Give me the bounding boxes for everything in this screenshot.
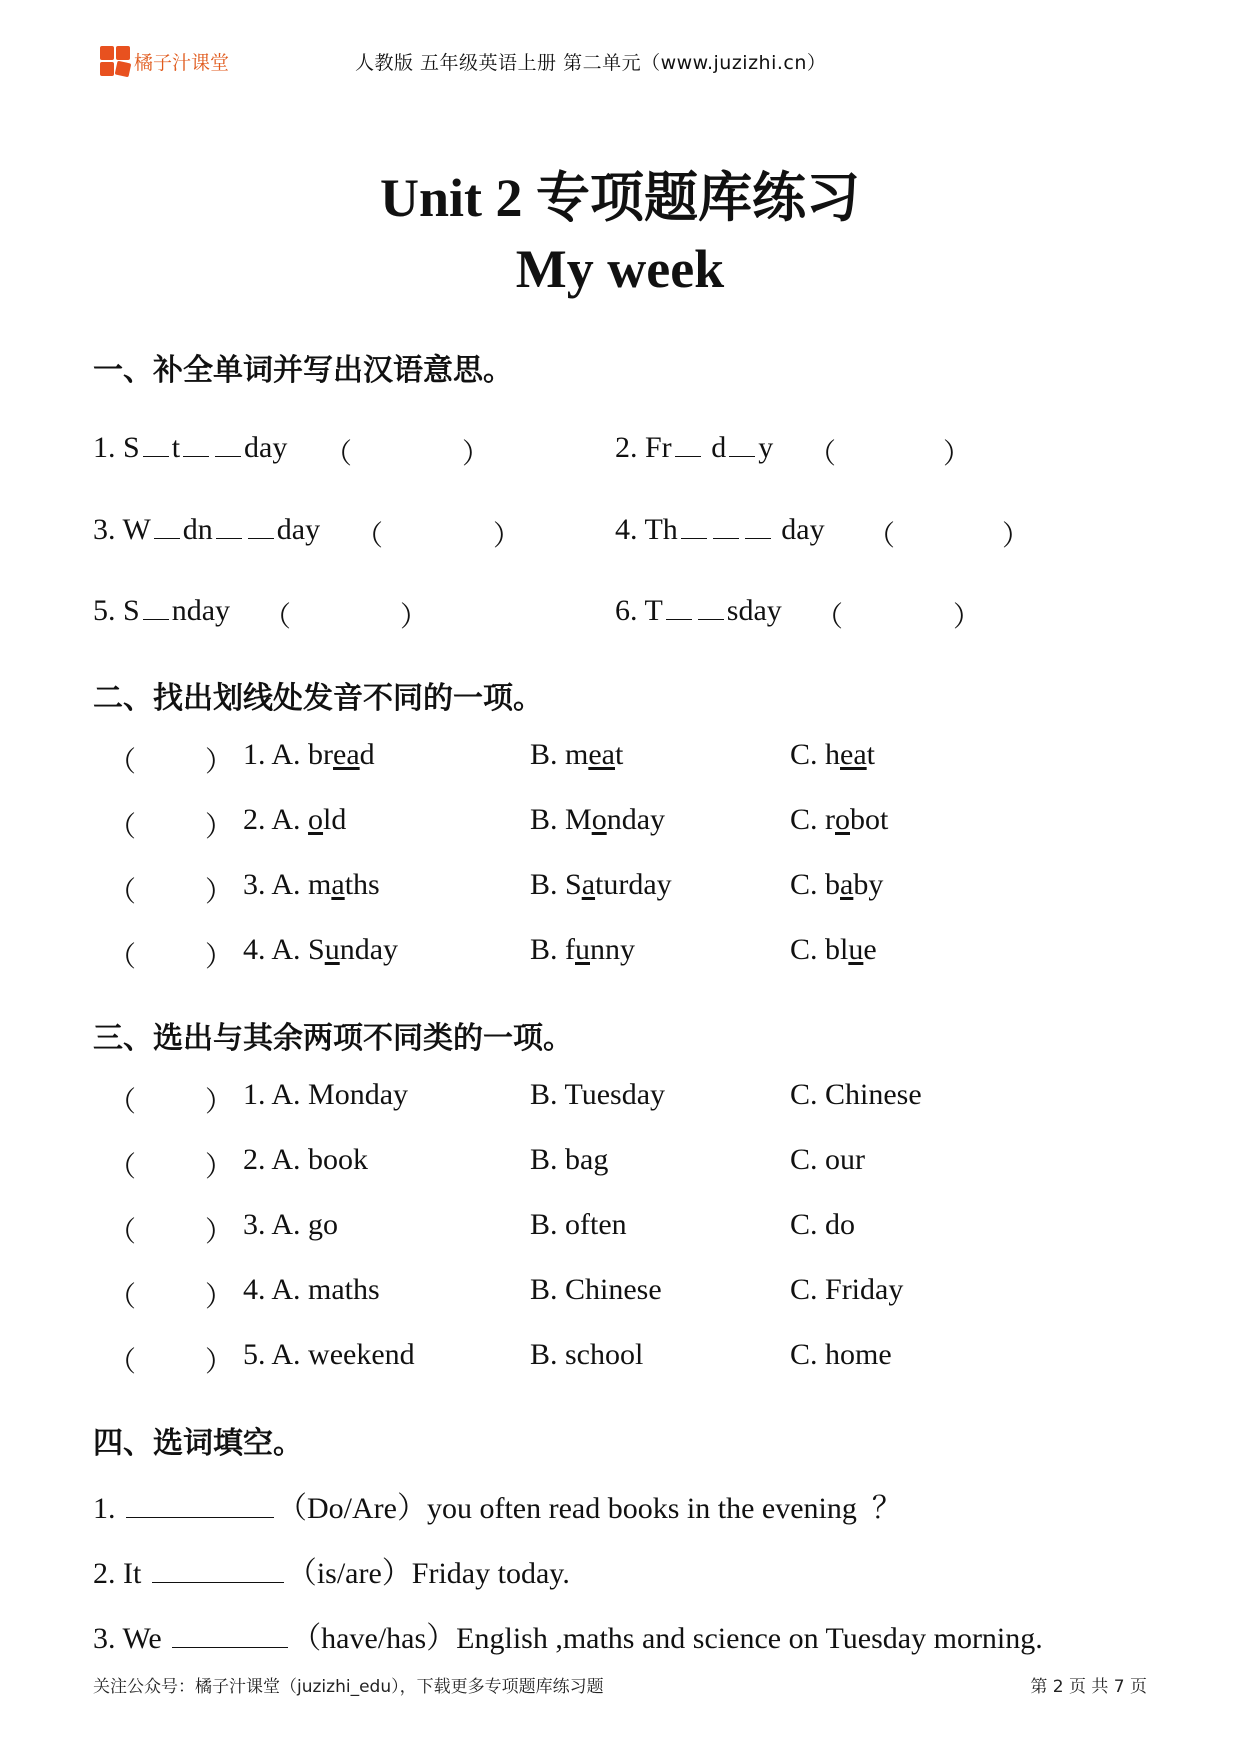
answer-blank[interactable]	[126, 1491, 274, 1518]
option-c	[790, 868, 883, 902]
text: A. Monday	[271, 1078, 409, 1111]
item-number: 1.	[243, 1078, 266, 1111]
option-b: B. Tuesday	[530, 1078, 666, 1111]
option-c: C. home	[790, 1338, 892, 1371]
option-c	[790, 933, 877, 967]
s4-item-3	[93, 1613, 1043, 1657]
underlined-letters: o	[308, 803, 324, 836]
s1-item-5	[93, 593, 230, 628]
text: 1.	[93, 1492, 116, 1525]
option-c: C. our	[790, 1143, 865, 1176]
word-part: Th	[644, 513, 678, 546]
text: A. maths	[271, 1273, 380, 1306]
letter-blank[interactable]	[681, 512, 707, 539]
item-number: 2.	[243, 803, 266, 836]
answer-paren-open: （	[108, 877, 137, 908]
text: 2. It	[93, 1557, 142, 1590]
page-subtitle: My week	[515, 239, 725, 299]
word-part: day	[781, 513, 825, 546]
option-c: C. Friday	[790, 1273, 904, 1306]
underlined-letters: a	[331, 868, 345, 901]
option-b	[530, 738, 623, 772]
letter-blank[interactable]	[666, 593, 692, 620]
underlined-letters: o	[591, 803, 607, 836]
option-b: B. bag	[530, 1143, 609, 1176]
option-b	[530, 868, 672, 902]
answer-paren-open: （	[108, 1347, 137, 1378]
answer-paren-open: （	[867, 521, 896, 552]
answer-paren-open: （	[808, 439, 837, 470]
footer-note: 关注公众号：橘子汁课堂（juzizhi_edu），下载更多专项题库练习题	[93, 1677, 604, 1697]
item-number: 5.	[93, 594, 116, 627]
item-number: 3.	[243, 1208, 266, 1241]
answer-paren-close: ）	[205, 812, 234, 843]
section-1-heading: 一、补全单词并写出汉语意思。	[93, 353, 513, 388]
option-a	[243, 1273, 380, 1307]
answer-paren-close: ）	[205, 1087, 234, 1118]
answer-paren-close: ）	[493, 521, 522, 552]
item-number: 3.	[243, 868, 266, 901]
word-part: S	[123, 431, 140, 464]
option-b: B. school	[530, 1338, 644, 1371]
text: A. weekend	[271, 1338, 415, 1371]
word-part: y	[758, 431, 774, 464]
answer-paren-open: （	[108, 747, 137, 778]
option-a	[243, 803, 346, 837]
answer-paren-close: ）	[205, 877, 234, 908]
page-number: 第 2 页 共 7 页	[1030, 1677, 1147, 1697]
text: bot	[850, 803, 889, 836]
option-c	[790, 738, 875, 772]
option-a	[243, 1078, 408, 1112]
brand-logo	[100, 46, 229, 76]
underlined-letters: ea	[333, 738, 360, 771]
underlined-letters: u	[324, 933, 340, 966]
text: 3. We	[93, 1622, 162, 1655]
page-footer	[93, 1672, 1147, 1702]
logo-text: 橘子汁课堂	[134, 51, 230, 74]
answer-blank[interactable]	[172, 1621, 288, 1648]
s1-item-3	[93, 512, 320, 547]
answer-paren-close: ）	[205, 747, 234, 778]
word-options: （have/has）	[291, 1622, 457, 1655]
letter-blank[interactable]	[713, 512, 739, 539]
text: A. br	[271, 738, 334, 771]
letter-blank[interactable]	[698, 593, 724, 620]
word-part: Fr	[645, 431, 672, 464]
answer-paren-open: （	[108, 942, 137, 973]
answer-paren-close: ）	[205, 1282, 234, 1313]
answer-paren-open: （	[263, 602, 292, 633]
s4-item-2	[93, 1548, 570, 1592]
text: ths	[344, 868, 380, 901]
item-number: 3.	[93, 513, 116, 546]
text: A. S	[271, 933, 325, 966]
answer-paren-open: （	[108, 1087, 137, 1118]
item-number: 1.	[93, 431, 116, 464]
item-number: 2.	[615, 431, 638, 464]
letter-blank[interactable]	[248, 512, 274, 539]
document-info: 人教版 五年级英语上册 第二单元（www.juzizhi.cn）	[355, 52, 827, 74]
underlined-letters: ea	[840, 738, 867, 771]
word-part: nday	[171, 594, 231, 627]
answer-paren-close: ）	[462, 439, 491, 470]
letter-blank[interactable]	[183, 430, 209, 457]
item-number: 5.	[243, 1338, 266, 1371]
item-number: 4.	[615, 513, 638, 546]
item-number: 4.	[243, 1273, 266, 1306]
option-b	[530, 803, 665, 837]
letter-blank[interactable]	[143, 430, 169, 457]
word-part: sday	[726, 594, 782, 627]
answer-paren-close: ）	[943, 439, 972, 470]
underlined-letters: o	[835, 803, 850, 836]
underlined-letters: u	[848, 933, 864, 966]
answer-paren-close: ）	[205, 1217, 234, 1248]
text: nday	[339, 933, 399, 966]
s1-item-2	[615, 430, 773, 465]
section-4-heading: 四、选词填空。	[93, 1426, 303, 1461]
letter-blank[interactable]	[216, 512, 242, 539]
answer-paren-close: ）	[953, 602, 982, 633]
logo-icon	[100, 46, 130, 76]
answer-blank[interactable]	[152, 1556, 284, 1583]
s1-item-6	[615, 593, 782, 628]
section-2-heading: 二、找出划线处发音不同的一项。	[93, 681, 543, 716]
underlined-letters: u	[575, 933, 590, 966]
text: A. m	[271, 868, 332, 901]
letter-blank[interactable]	[143, 593, 169, 620]
s1-item-4	[615, 512, 825, 547]
text: B. f	[530, 933, 575, 966]
text: B. M	[530, 803, 592, 836]
text: d	[359, 738, 375, 771]
letter-blank[interactable]	[745, 512, 771, 539]
answer-paren-close: ）	[205, 1347, 234, 1378]
text: e	[863, 933, 877, 966]
answer-paren-open: （	[324, 439, 353, 470]
letter-blank[interactable]	[675, 430, 701, 457]
option-a	[243, 1338, 415, 1372]
word-part: d	[711, 431, 727, 464]
text: nday	[606, 803, 666, 836]
word-part: dn	[182, 513, 213, 546]
answer-paren-open: （	[108, 812, 137, 843]
text: you often read books in the evening ？	[426, 1492, 902, 1525]
text: C. h	[790, 738, 841, 771]
answer-paren-close: ）	[1002, 521, 1031, 552]
option-b: B. often	[530, 1208, 627, 1241]
answer-paren-open: （	[108, 1217, 137, 1248]
page-title: Unit 2 专项题库练习	[379, 168, 860, 228]
answer-paren-open: （	[355, 521, 384, 552]
option-a	[243, 1208, 338, 1242]
word-part: S	[123, 594, 140, 627]
text: nny	[590, 933, 635, 966]
text: A. book	[271, 1143, 369, 1176]
page-header	[100, 44, 1140, 80]
word-part: T	[644, 594, 663, 627]
word-part: t	[171, 431, 181, 464]
text: turday	[595, 868, 672, 901]
option-a	[243, 933, 398, 967]
text: ld	[323, 803, 347, 836]
letter-blank[interactable]	[154, 512, 180, 539]
text: C. r	[790, 803, 835, 836]
underlined-letters: a	[840, 868, 854, 901]
letter-blank[interactable]	[729, 430, 755, 457]
text: C. b	[790, 868, 841, 901]
option-c: C. do	[790, 1208, 856, 1241]
item-number: 2.	[243, 1143, 266, 1176]
s4-item-1	[93, 1483, 902, 1527]
answer-paren-open: （	[108, 1282, 137, 1313]
text: A. go	[271, 1208, 339, 1241]
text: B. m	[530, 738, 589, 771]
option-b	[530, 933, 635, 967]
word-options: （Do/Are）	[277, 1492, 427, 1525]
option-a	[243, 738, 375, 772]
word-part: W	[122, 513, 151, 546]
item-number: 1.	[243, 738, 266, 771]
word-part: day	[276, 513, 321, 546]
option-a	[243, 1143, 368, 1177]
text: by	[853, 868, 884, 901]
text: A.	[271, 803, 309, 836]
word-part: day	[244, 431, 288, 464]
text: Friday today.	[411, 1557, 570, 1590]
answer-paren-close: ）	[205, 942, 234, 973]
word-options: （is/are）	[286, 1557, 412, 1590]
item-number: 4.	[243, 933, 266, 966]
answer-paren-close: ）	[400, 602, 429, 633]
section-3-heading: 三、选出与其余两项不同类的一项。	[93, 1021, 573, 1056]
option-c: C. Chinese	[790, 1078, 922, 1111]
underlined-letters: ea	[588, 738, 615, 771]
text: t	[615, 738, 624, 771]
option-a	[243, 868, 380, 902]
s1-item-1	[93, 430, 287, 465]
answer-paren-close: ）	[205, 1152, 234, 1183]
text: C. bl	[790, 933, 849, 966]
item-number: 6.	[615, 594, 638, 627]
option-c	[790, 803, 888, 837]
underlined-letters: a	[581, 868, 596, 901]
text: t	[866, 738, 875, 771]
option-b: B. Chinese	[530, 1273, 662, 1306]
letter-blank[interactable]	[215, 430, 241, 457]
text: B. S	[530, 868, 582, 901]
answer-paren-open: （	[108, 1152, 137, 1183]
text: English ,maths and science on Tuesday morning.	[456, 1622, 1043, 1655]
answer-paren-open: （	[815, 602, 844, 633]
